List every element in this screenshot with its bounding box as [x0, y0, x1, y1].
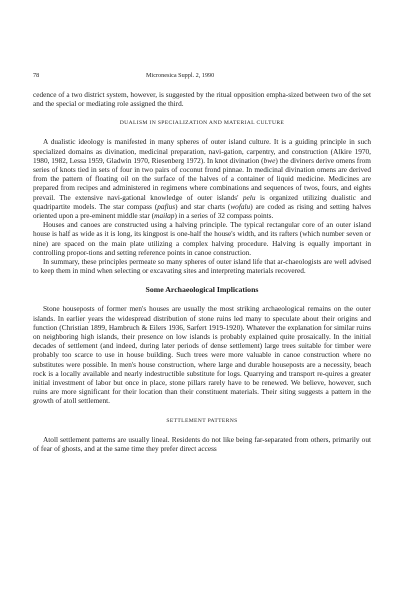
page-number: 78: [33, 72, 40, 79]
section-heading-settlement: SETTLEMENT PATTERNS: [166, 417, 238, 424]
paragraph-settlement-patterns: Atoll settlement patterns are usually lineal. Residents do not like being far-separated from others, primarily out of fear of ghosts, and at the same time they prefer direct access: [33, 434, 371, 453]
paragraph-dualistic-ideology: A dualistic ideology is manifested in many spheres of outer island culture. It is a guiding principle in such specialized domains as divination, medicinal preparation, navi-gation, carpentry, and construction (Alkire 1970, 1980, 1982, Lessa 1959, Gladwin 1970, Riesenberg 1972). In knot divination (bwe) the diviners derive omens from series of knots tied in sets of four in two pairs of coconut frond pinnae. In medicinal divination omens are derived from the pattern of floating oil on the surface of the halves of a container of liquid medicine. Medicines are prepared from recipes and administered in regimens where combinations and sequences of twos, fours, and eights prevail. The extensive navi-gational knowledge of outer islands' pelu is organized utilizing dualistic and quadripartite models. The star compass (pafius) and star charts (wofalu) are coded as rising and setting halves oriented upon a pre-eminent middle star (mailap) in a series of 32 compass points.: [33, 137, 371, 221]
journal-citation: Micronesica Suppl. 2, 1990: [146, 72, 215, 79]
continued-paragraph: cedence of a two district system, however, is suggested by the ritual opposition empha-sized between two of the set and the special or mediating role assigned the third.: [33, 90, 371, 109]
section-heading-dualism: DUALISM IN SPECIALIZATION AND MATERIAL CULTURE: [119, 120, 285, 127]
paragraph-houses-canoes: Houses and canoes are constructed using a halving principle. The typical rectangular core of an outer island house is half as wide as it is long, its kingpost is one-half the house's width, and its rafters (which number seven or nine) are spaced on the main plate utilizing a complex halving procedure. Halving is equally important in controlling propor-tions and setting reference points in canoe construction.: [33, 220, 371, 257]
body-text: [33, 90, 371, 453]
paragraph-summary: In summary, these principles permeate so many spheres of outer island life that ar-chaeologists are well advised to keep them in mind when selecting or excavating sites and interpreting materials recovered.: [33, 257, 371, 276]
paragraph-stone-houseposts: Stone houseposts of former men's houses are usually the most striking archaeological remains on the outer islands. In earlier years the widespread distribution of stone ruins led many to speculate about their origins and function (Christian 1899, Hambruch & Eilers 1936, Sarfert 1919-1920). Whatever the explanation for similar ruins on neighboring high islands, their presence on low islands is probably explained quite prosaically. In the initial decades of settlement (and indeed, during later periods of dense settlement) large trees suitable for timber were probably too scarce to use in house building. Such trees were more valuable in canoe construction where no substitutes were possible. In men's house construction, where large and durable houseposts are a necessity, beach rock is a locally available and nearly indestructible substitute for logs. Quarrying and transport re-quires a greater initial investment of labor but once in place, stone pillars rarely have to be renewed. We believe, however, such ruins are more significant for their location than their constituent materials. Their siting suggests a pattern in the growth of atoll settlement.: [33, 304, 371, 406]
running-head: [33, 71, 370, 81]
section-heading-archaeological: Some Archaeological Implications: [145, 285, 259, 295]
